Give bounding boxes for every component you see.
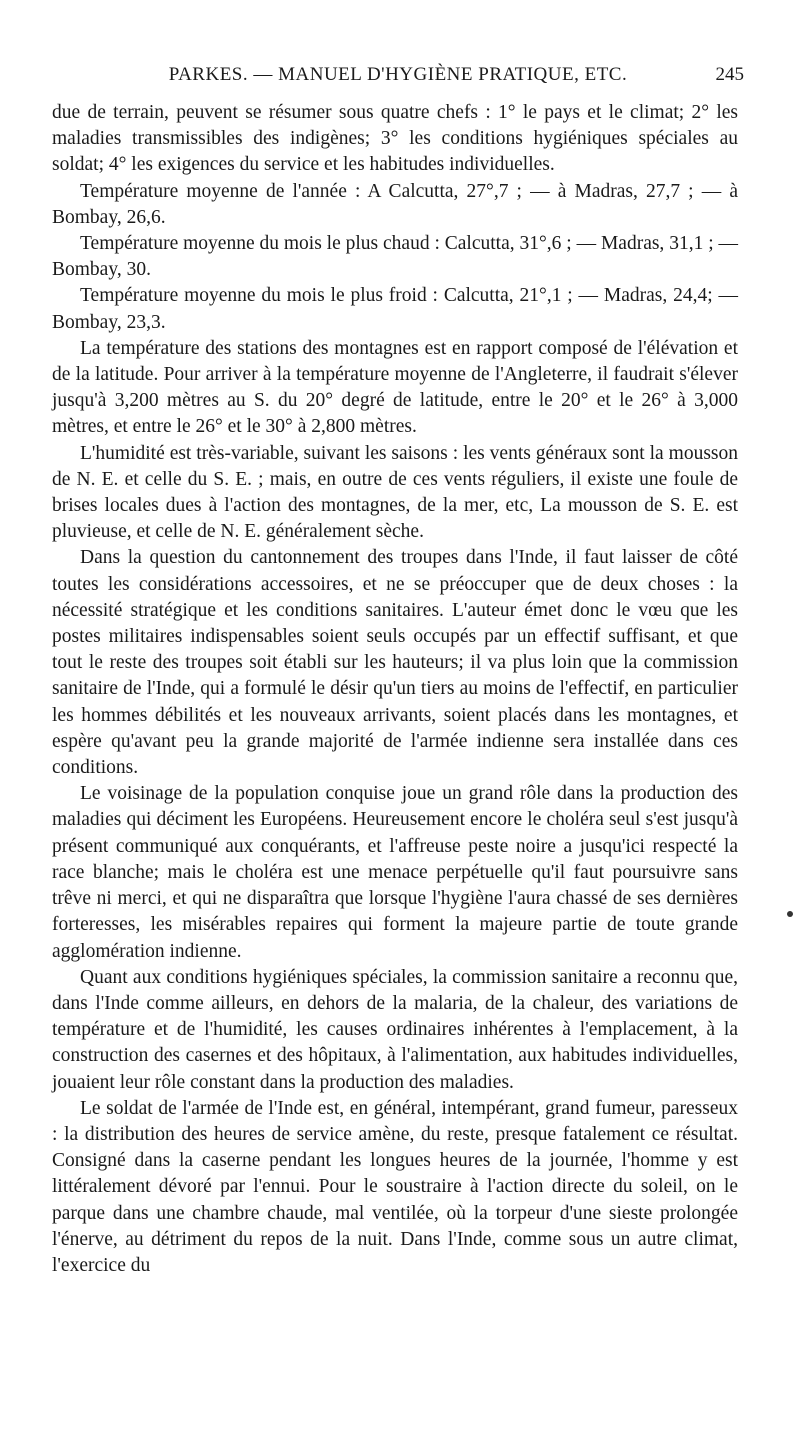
paragraph: L'humidité est très-variable, suivant les saisons : les vents généraux sont la mousson de N. E. et celle du S. E. ; mais, en outre de ces vents réguliers, il existe une foule de brises locales dues à l'action des montagnes, de la mer, etc, La mousson de S. E. est pluvieuse, et celle de N. E. généralement sèche. [52, 442, 738, 543]
header-title: PARKES. — MANUEL D'HYGIÈNE PRATIQUE, ETC. [168, 64, 628, 85]
paragraph: Température moyenne du mois le plus chaud : Calcutta, 31°,6 ; — Madras, 31,1 ; — Bombay, 30. [52, 233, 738, 281]
paragraph: Le voisinage de la population conquise joue un grand rôle dans la production des maladies qui déciment les Européens. Heureusement encore le choléra seul s'est jusqu'à présent communiqué aux conquérants, et l'affreuse peste noire a jusqu'ici respecté la race blanche; mais le choléra est une menace perpétuelle qu'il faut poursuivre sans trêve ni merci, et qui ne disparaîtra que lorsque l'hygiène l'aura chassé de ses dernières forteresses, les misérables repaires qui forment la majeure partie de toute grande agglomération indienne. [52, 783, 738, 962]
paragraph: Température moyenne du mois le plus froid : Calcutta, 21°,1 ; — Madras, 24,4; — Bombay, 23,3. [52, 285, 738, 333]
margin-dot [787, 911, 793, 917]
running-header [52, 64, 744, 94]
paragraph: Température moyenne de l'année : A Calcutta, 27°,7 ; — à Madras, 27,7 ; — à Bombay, 26,6. [52, 180, 738, 228]
page-number: 245 [715, 64, 744, 85]
paragraph: La température des stations des montagnes est en rapport composé de l'élévation et de la latitude. Pour arriver à la température moyenne de l'Angleterre, il faudrait s'élever jusqu'à 3,200 mètres au S. du 20° degré de latitude, entre le 20° et le 26° à 3,000 mètres, et entre le 26° et le 30° à 2,800 mètres. [52, 337, 738, 438]
body-text [52, 100, 738, 1279]
paragraph: Le soldat de l'armée de l'Inde est, en général, intempérant, grand fumeur, paresseux : la distribution des heures de service amène, du reste, presque fatalement ce résultat. Consigné dans la caserne pendant les longues heures de la journée, l'homme y est littéralement dévoré par l'ennui. Pour le soustraire à l'action directe du soleil, on le parque dans une chambre chaude, mal ventilée, où la torpeur d'une sieste prolongée l'énerve, au détriment du repos de la nuit. Dans l'Inde, comme sous un autre climat, l'exercice du [52, 1097, 738, 1276]
paragraph: Quant aux conditions hygiéniques spéciales, la commission sanitaire a reconnu que, dans l'Inde comme ailleurs, en dehors de la malaria, de la chaleur, des variations de température et de l'humidité, les causes ordinaires inhérentes à l'emplacement, à la construction des casernes et des hôpitaux, à l'alimentation, aux habitudes individuelles, jouaient leur rôle constant dans la production des maladies. [52, 966, 738, 1093]
paragraph: due de terrain, peuvent se résumer sous quatre chefs : 1° le pays et le climat; 2° les maladies transmissibles des indigènes; 3° les conditions hygiéniques spéciales au soldat; 4° les exigences du service et les habitudes individuelles. [52, 102, 738, 176]
paragraph: Dans la question du cantonnement des troupes dans l'Inde, il faut laisser de côté toutes les considérations accessoires, et ne se préoccuper que de deux choses : la nécessité stratégique et les conditions sanitaires. L'auteur émet donc le vœu que les postes militaires indispensables soient seuls occupés par un effectif suffisant, et que tout le reste des troupes soit établi sur les hauteurs; il va plus loin que la commission sanitaire de l'Inde, qui a formulé le désir qu'un tiers au moins de l'effectif, en particulier les hommes débilités et les nouveaux arrivants, soient placés dans les montagnes, et espère qu'avant peu la grande majorité de l'armée indienne sera installée dans ces conditions. [52, 547, 738, 779]
